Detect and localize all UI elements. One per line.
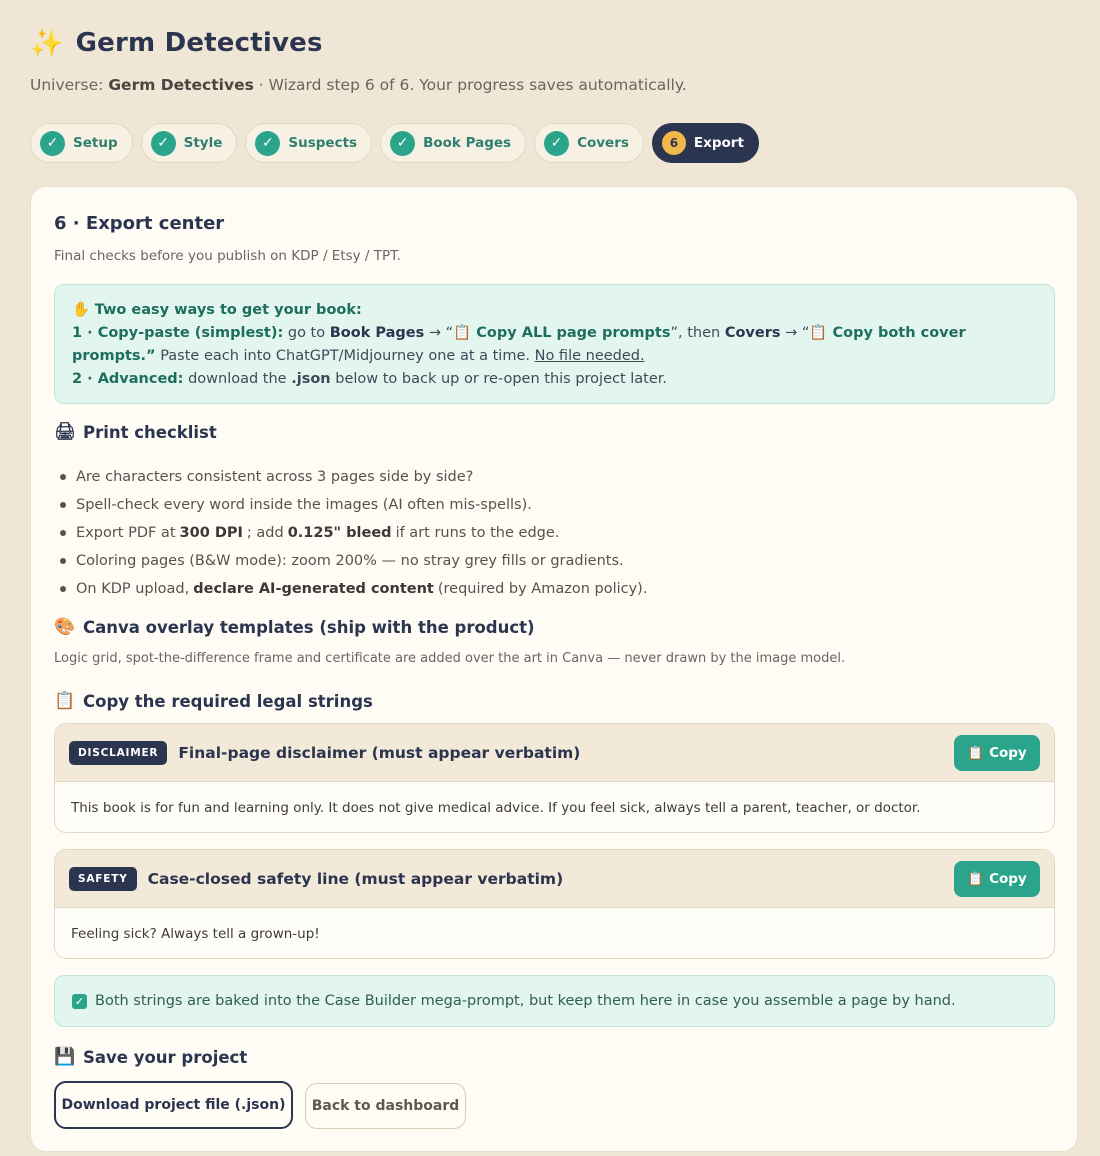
export-title: 6 · Export center [54, 213, 225, 234]
wizard-subtitle: Universe: Germ Detectives · Wizard step 6 of 6. Your progress saves automatically. [30, 76, 687, 94]
app-title-row [30, 28, 687, 58]
check-icon: ✓ [40, 131, 65, 156]
check-icon: ✓ [151, 131, 176, 156]
canva-heading: 🎨 Canva overlay templates (ship with the product) [54, 617, 535, 637]
legal-heading: 📋 Copy the required legal strings [54, 691, 373, 711]
print-checklist [54, 463, 647, 603]
download-project-button[interactable]: Download project file (.json) [54, 1081, 293, 1129]
clipboard-icon: 📋 [54, 691, 76, 711]
header [30, 28, 687, 94]
disclaimer-card [54, 723, 1055, 833]
list-item: Spell-check every word inside the images (AI often mis-spells). [54, 491, 647, 519]
step-number: 6 [662, 131, 686, 155]
copy-disclaimer-button[interactable]: 📋 Copy [954, 735, 1040, 771]
back-to-dashboard-button[interactable]: Back to dashboard [305, 1083, 466, 1129]
list-item: Export PDF at 300 DPI ; add 0.125" bleed if art runs to the edge. [54, 519, 647, 547]
printer-icon: 🖨 [54, 422, 76, 442]
list-item: Coloring pages (B&W mode): zoom 200% — no stray grey fills or gradients. [54, 547, 647, 575]
safety-text: Feeling sick? Always tell a grown-up! [71, 925, 320, 942]
canva-text: Logic grid, spot-the-difference frame and certificate are added over the art in Canva — never drawn by the image model. [54, 651, 846, 666]
check-icon: ✓ [255, 131, 280, 156]
safety-badge: SAFETY [69, 867, 137, 891]
clipboard-icon: 📋 [967, 744, 985, 761]
info-line-2: 2 · Advanced: download the .json below to back up or re-open this project later. [72, 371, 668, 387]
clipboard-icon: 📋 [809, 325, 828, 341]
list-item: On KDP upload, declare AI-generated content (required by Amazon policy). [54, 575, 647, 603]
no-file-needed: No file needed. [534, 348, 645, 364]
legal-note: ✓ Both strings are baked into the Case Builder mega-prompt, but keep them here in case you assemble a page by hand. [54, 975, 1055, 1027]
list-item: Are characters consistent across 3 pages side by side? [54, 463, 647, 491]
checkbox-icon: ✓ [72, 994, 87, 1009]
step-covers[interactable]: ✓ Covers [534, 123, 644, 163]
step-suspects[interactable]: ✓ Suspects [245, 123, 372, 163]
copy-safety-button[interactable]: 📋 Copy [954, 861, 1040, 897]
step-book-pages[interactable]: ✓ Book Pages [380, 123, 526, 163]
disclaimer-text: This book is for fun and learning only. It does not give medical advice. If you feel sick, always tell a parent, teacher, or doctor. [71, 799, 921, 816]
step-export[interactable]: 6 Export [652, 123, 759, 163]
step-setup[interactable]: ✓ Setup [30, 123, 133, 163]
info-line-1: 1 · Copy-paste (simplest): go to Book Pages → “📋 Copy ALL page prompts”, then Covers → “📋 Copy both cover prompts.” Paste each into ChatGPT/Midjourney one at a time. No file needed. [72, 325, 966, 364]
check-icon: ✓ [544, 131, 569, 156]
hand-icon: ✋ [72, 302, 91, 318]
disclaimer-title: Final-page disclaimer (must appear verbatim) [178, 743, 581, 762]
floppy-disk-icon: 💾 [54, 1047, 76, 1067]
info-box [54, 284, 1055, 404]
wizard-steps [30, 123, 759, 163]
clipboard-icon: 📋 [453, 325, 472, 341]
universe-name: Germ Detectives [108, 76, 254, 94]
export-card [30, 186, 1078, 1152]
safety-title: Case-closed safety line (must appear verbatim) [147, 869, 564, 888]
print-checklist-heading: 🖨 Print checklist [54, 422, 217, 442]
info-heading: Two easy ways to get your book: [94, 302, 362, 318]
check-icon: ✓ [390, 131, 415, 156]
app-title: Germ Detectives [75, 28, 323, 58]
safety-card [54, 849, 1055, 959]
palette-icon: 🎨 [54, 617, 76, 637]
clipboard-icon: 📋 [967, 870, 985, 887]
export-subtitle: Final checks before you publish on KDP / Etsy / TPT. [54, 248, 402, 264]
disclaimer-badge: DISCLAIMER [69, 741, 167, 765]
save-heading: 💾 Save your project [54, 1047, 248, 1067]
sparkles-icon: ✨ [30, 27, 64, 59]
step-style[interactable]: ✓ Style [141, 123, 238, 163]
